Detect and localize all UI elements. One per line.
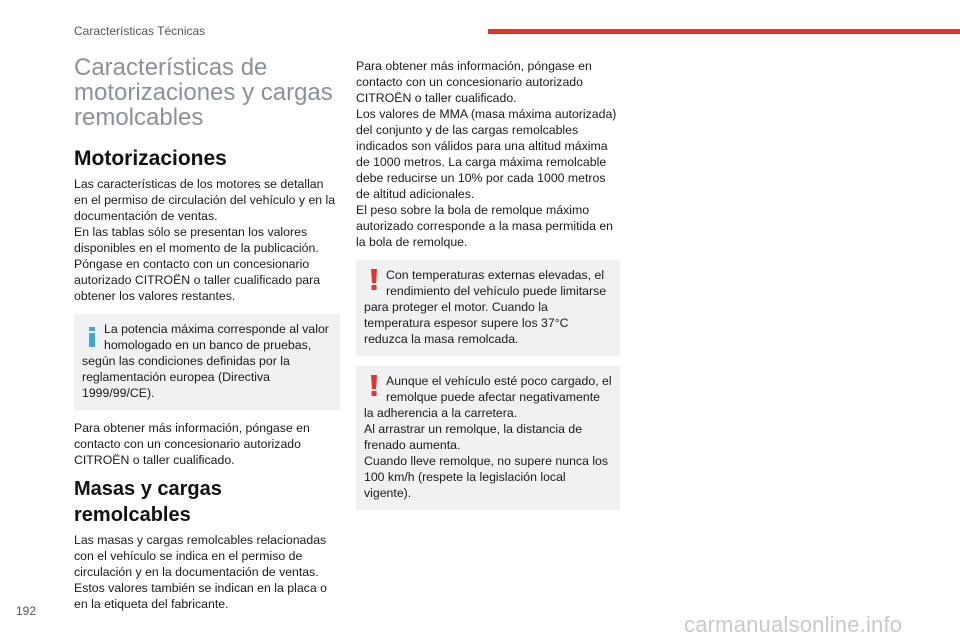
warning-note-lead: Aunque el vehículo esté poco cargado, el remolque puede afectar negativamente — [386, 374, 612, 404]
info-note — [74, 314, 340, 410]
warning-note-text: Al arrastrar un remolque, la distancia de frenado aumenta. — [364, 422, 583, 452]
warning-note-text: Cuando lleve remolque, no supere nunca los 100 km/h (respete la legislación local vigente). — [364, 454, 609, 500]
watermark: carmanualsonline.info — [684, 612, 903, 637]
paragraph: Las características de los motores se detallan en el permiso de circulación del vehículo y en la documentación de ventas. — [74, 177, 336, 223]
page-number: 192 — [16, 604, 37, 618]
info-note-text: según las condiciones definidas por la reglamentación europea (Directiva 1999/99/CE). — [82, 354, 290, 400]
paragraph: El peso sobre la bola de remolque máximo autorizado corresponde a la masa permitida en la bola de remolque. — [356, 203, 614, 249]
right-column — [356, 58, 620, 520]
warning-icon — [367, 269, 381, 291]
paragraph: Para obtener más información, póngase en contacto con un concesionario autorizado CITROËN o taller cualificado. — [74, 421, 310, 467]
warning-note-text: la adherencia a la carretera. — [364, 406, 518, 420]
heading-masas: Masas y cargas remolcables — [74, 478, 222, 526]
paragraph: Para obtener más información, póngase en contacto con un concesionario autorizado CITROËN o taller cualificado. — [356, 59, 592, 105]
header-accent-bar — [488, 29, 960, 34]
warning-note — [356, 366, 620, 510]
info-icon — [85, 327, 99, 347]
paragraph: En las tablas sólo se presentan los valores disponibles en el momento de la publicación. — [74, 225, 319, 255]
left-column — [74, 55, 340, 612]
paragraph: Póngase en contacto con un concesionario autorizado CITROËN o taller cualificado para obtener los valores restantes. — [74, 257, 321, 303]
warning-note — [356, 260, 620, 356]
page-title: Características de motorizaciones y cargas remolcables — [74, 54, 333, 131]
warning-note-text: para proteger el motor. Cuando la temperatura espesor supere los 37°C reduzca la masa remolcada. — [364, 300, 569, 346]
warning-note-lead: Con temperaturas externas elevadas, el rendimiento del vehículo puede limitarse — [386, 268, 607, 298]
warning-icon — [367, 375, 381, 397]
running-header: Características Técnicas — [74, 24, 206, 38]
info-note-lead: La potencia máxima corresponde al valor homologado en un banco de pruebas, — [104, 322, 329, 352]
paragraph: Los valores de MMA (masa máxima autorizada) del conjunto y de las cargas remolcables indicados son válidos para una altitud máxima de 1000 metros. La carga máxima remolcable debe reducirse un 10% por cada 1000 metros de altitud adicionales. — [356, 107, 617, 201]
paragraph: Las masas y cargas remolcables relacionadas con el vehículo se indica en el permiso de circulación y en la documentación de ventas. — [74, 533, 327, 579]
paragraph: Estos valores también se indican en la placa o en la etiqueta del fabricante. — [74, 581, 327, 611]
heading-motorizaciones: Motorizaciones — [74, 147, 227, 170]
